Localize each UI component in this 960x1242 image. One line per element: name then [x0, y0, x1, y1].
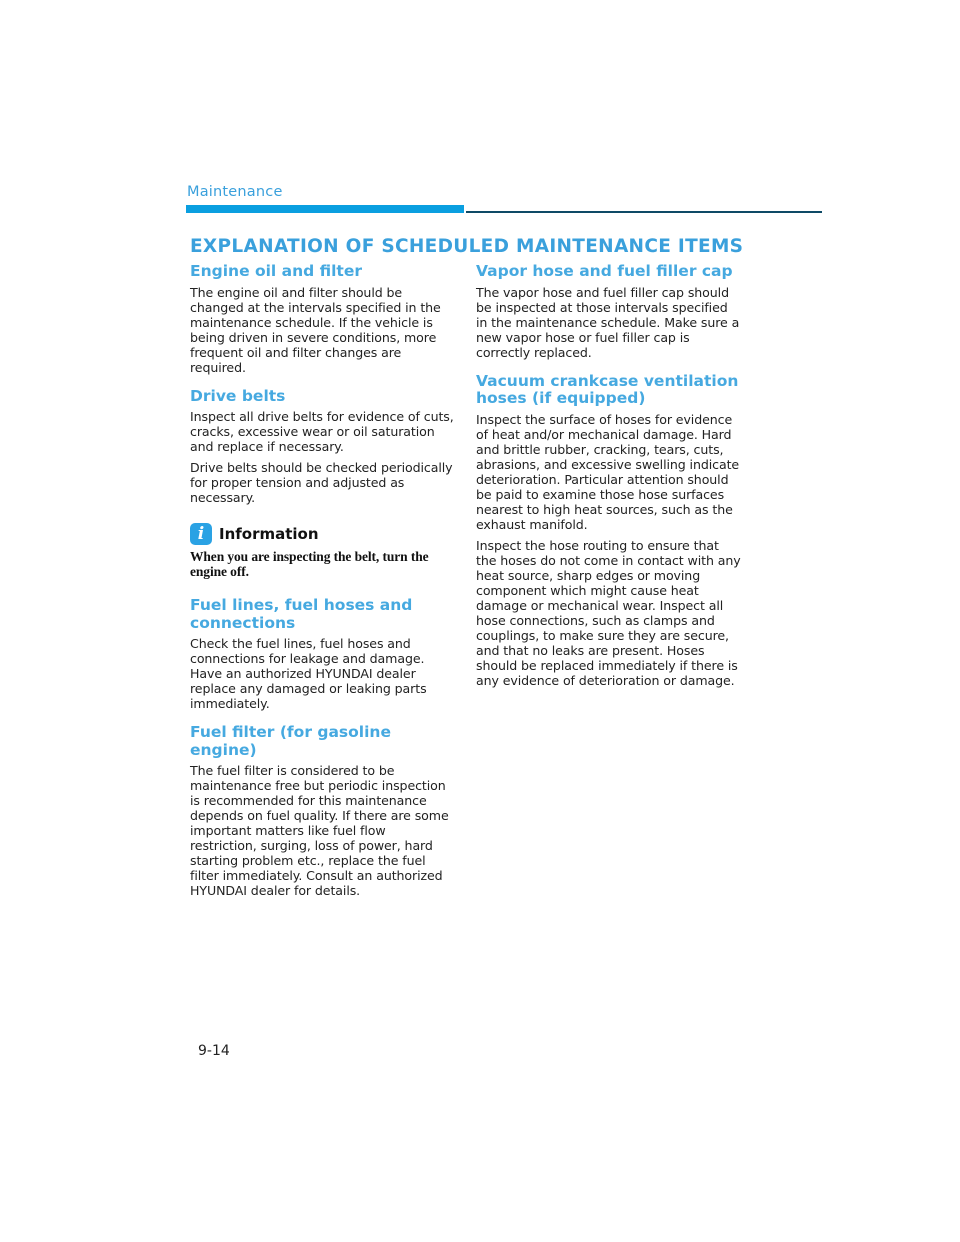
section-heading: Fuel lines, fuel hoses and connections [190, 596, 413, 632]
section-vapor-hose [476, 263, 742, 360]
section-heading: Vacuum crankcase ventilation hoses (if equipped) [476, 371, 739, 407]
section-drive-belts [190, 388, 455, 506]
section-paragraph: Check the fuel lines, fuel hoses and connections for leakage and damage. Have an authorized HYUNDAI dealer replace any damaged or leaking parts immediately. [190, 636, 427, 711]
information-text: When you are inspecting the belt, turn the engine off. [190, 549, 429, 579]
section-fuel-lines [190, 597, 455, 711]
section-heading: Vapor hose and fuel filler cap [476, 262, 733, 280]
section-paragraph: The engine oil and filter should be changed at the intervals specified in the maintenance schedule. If the vehicle is being driven in severe conditions, more frequent oil and filter changes are required. [190, 284, 441, 375]
section-paragraph: Drive belts should be checked periodically for proper tension and adjusted as necessary. [190, 460, 453, 505]
section-paragraph: Inspect the hose routing to ensure that the hoses do not come in contact with any heat source, sharp edges or moving component which might cause heat damage or mechanical wear. Inspect all hose connections, such as clamps and couplings, to make sure they are secure, and that no leaks are present. Hoses should be replaced immediately if there is any evidence of deterioration or damage. [476, 537, 741, 688]
information-title: Information [219, 525, 319, 543]
section-heading: Engine oil and filter [190, 262, 362, 280]
section-paragraph: The vapor hose and fuel filler cap should be inspected at those intervals specified in the maintenance schedule. Make sure a new vapor hose or fuel filler cap is correctly replaced. [476, 284, 740, 360]
page-title: EXPLANATION OF SCHEDULED MAINTENANCE ITEMS [190, 236, 744, 257]
header-section-label: Maintenance [187, 184, 283, 200]
section-paragraph: Inspect the surface of hoses for evidence of heat and/or mechanical damage. Hard and brittle rubber, cracking, tears, cuts, abrasions, and excessive swelling indicate deterioration. Particular attention should be paid to examine those hose surfaces nearest to high heat sources, such as the exhaust manifold. [476, 411, 740, 532]
section-fuel-filter [190, 724, 455, 898]
section-paragraph: The fuel filter is considered to be maintenance free but periodic inspection is recommended for this maintenance depends on fuel quality. If there are some important matters like fuel flow restriction, surging, loss of power, hard starting problem etc., replace the fuel filter immediately. Consult an authorized HYUNDAI dealer for details. [190, 763, 449, 898]
section-heading: Drive belts [190, 386, 286, 405]
information-header [190, 523, 455, 545]
page-number: 9-14 [198, 1043, 230, 1059]
header-bar-rule [466, 211, 822, 213]
section-engine-oil [190, 263, 455, 375]
information-box [190, 523, 455, 579]
section-heading: Fuel filter (for gasoline engine) [190, 723, 391, 759]
left-column [190, 263, 455, 911]
section-vacuum-hoses [476, 373, 742, 688]
right-column [476, 263, 742, 701]
section-paragraph: Inspect all drive belts for evidence of cuts, cracks, excessive wear or oil saturation and replace if necessary. [190, 409, 454, 454]
info-icon: i [190, 523, 212, 545]
header-bar-accent [186, 205, 464, 213]
